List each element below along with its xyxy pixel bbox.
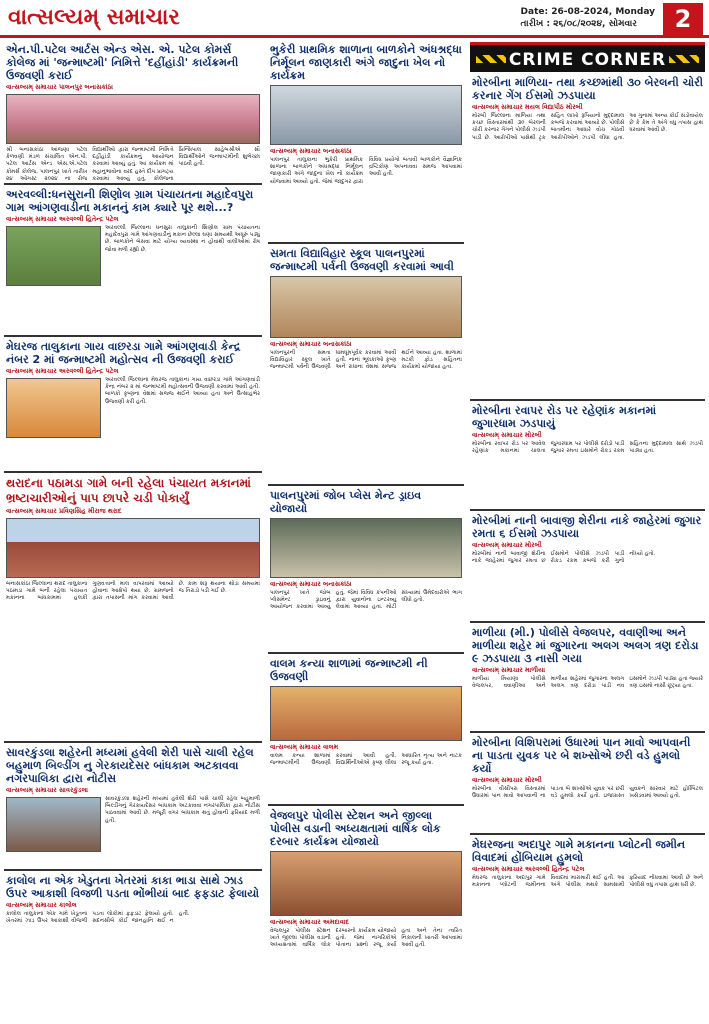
news-story — [4, 873, 262, 1019]
news-story — [4, 42, 262, 185]
story-byline: વાત્સલ્યમ્ સમાચાર બનાસકાંઠા — [270, 580, 352, 588]
story-byline: વાત્સલ્યમ્ સમાચાર બનાસકાંઠા — [270, 340, 352, 348]
newspaper-title: વાત્સલ્યમ્ સમાચાર — [8, 4, 180, 30]
news-story — [470, 403, 705, 511]
story-byline: વાત્સલ્યમ્ સમાચાર કાલોલ — [6, 901, 77, 909]
story-body: મોરબીમાં નાની બાવાજી શેરીના નાકે જાહેરમાં જુગાર રમતા છ ઈસમોને પોલીસે ઝડપી પાડી રોકડ રકમ કબજે કરી ગુનો નોંધ્યો હતો. — [472, 551, 656, 565]
news-story — [4, 339, 262, 473]
story-body: વેજલપુર પોલીસ સ્ટેશન ખાતે જીલ્લા પોલીસ વડાની અધ્યક્ષતામાં વાર્ષિક લોક દરબારનો કાર્યક્રમ યોજાયો હતો. જેમાં નાગરિકોએ પોતાના પ્રશ્નો રજૂ કર્યા હતા અને તેના ત્વરિત નિકાલની ખાતરી આપવામાં આવી હતી. — [270, 928, 462, 949]
story-headline: ભુકેરી પ્રાથમિક શાળાના બાળકોને અંધશ્રદ્ધા નિર્મૂલન જાણકારી અંગે જાદુના ખેલ નો કાર્યક્રમ — [270, 43, 462, 82]
story-byline: વાત્સલ્યમ્ સમાચાર મોરબી — [472, 431, 542, 439]
story-byline: વાત્સલ્યમ્ સમાચાર માળીયા — [472, 666, 546, 674]
story-body: મોરબીના વીસીપરા વિસ્તારમાં ઉધારમાં પાન માવો આપવાની ના પાડતા બે શખ્સોએ યુવક પર છરી વડે હુમલો કર્યો હતો. ઇજાગ્રસ્ત યુવકને સારવાર માટે હોસ્પિટલ ખસેડવામાં આવ્યો હતો. — [472, 786, 703, 800]
story-body: બનાસકાંઠા જિલ્લાના થરાદ તાલુકાના પઠામડા ગામે બની રહેલા પંચાયત મકાનના બાંધકામમાં હલકી ગુણવત્તાનો માલ વાપરવામાં આવ્યો હોવાના આક્ષેપો થયા છે. ગ્રામજનો દ્વારા તપાસની માંગ કરવામાં આવી છે. કામ શરૂ થયાના થોડા સમયમાં જ તિરાડો પડી ગઈ છે. — [6, 581, 260, 602]
story-headline: વાલમ કન્યા શાળામાં જન્માષ્ટમી ની ઉજવણી — [270, 657, 428, 683]
news-story — [268, 246, 464, 486]
story-body: મેઘરજ તાલુકાના અદાપુર ગામે મકાનના પ્લોટની જમીનના વિવાદમાં મારામારી થઈ હતી. આ અંગે પોલીસ મથકે સામસામી ફરિયાદ નોંધવામાં આવી છે અને પોલીસે વધુ તપાસ હાથ ધરી છે. — [472, 875, 703, 889]
story-headline: મોરબીના માળિયા- તથા કચ્છમાંથી ૩૦ બેરલની ચોરી કરનાર ગેંગ ઈસમો ઝડપાયા — [472, 76, 703, 102]
story-body: અરવલ્લી જિલ્લાના મેઘરજ તાલુકાના ગાય વાછરડા ગામે આંગણવાડી કેન્દ્ર નંબર ૨ માં જન્માષ્ટમી મહોત્સવની ઉજવણી કરવામાં આવી હતી. બાળકો કૃષ્ણના વેશમાં સજ્જ થઈને આવ્યા હતા અને ઉત્સાહભેર ઉજવણી કરી હતી. — [105, 377, 260, 405]
story-body: વાલમ કન્યા શાળામાં જન્માષ્ટમીની ઉજવણી કરવામાં આવી હતી. વિદ્યાર્થિનીઓએ કૃષ્ણ લીલા આધારિત નૃત્ય અને નાટક રજૂ કર્યા હતા. — [270, 753, 462, 767]
story-body: માળીયા મિયાણા પોલીસે વેજલપર, વવાણીઆ અને માળીયા શહેરમાં જુગારના અલગ અલગ ત્રણ દરોડા પાડી નવ ઇસમોને ઝડપી પાડ્યા હતા જ્યારે ત્રણ ઇસમો નાસી છૂટ્યા હતા. — [472, 676, 703, 690]
story-byline: વાત્સલ્યમ્ સમાચાર વાલમ — [270, 743, 339, 751]
story-headline: મોરબીના વિશિપરામાં ઉધારમાં પાન માવો આપવાની ના પાડતા યુવક પર બે શખ્સોએ છરી વડે હુમલો કર્યો — [472, 736, 691, 775]
news-story — [4, 745, 262, 871]
story-headline: સાવરકુંડલા શહેરની મધ્યમાં હવેલી શેરી પાસે ચાલી રહેલ બહુમાળ બિલ્ડીંગ નુ ગેરકાયદેસર બાંધકામ અટકાવવા નગરપાલિકા દ્વારા નોટીસ — [6, 746, 254, 785]
story-body: કાલોલ તાલુકાના એક ગામે ખેડૂતના ખેતરમાં ઝાડ ઉપર આકાશી વીજળી પડતા લોકોમાં ફફડાટ ફેલાયો હતો. સદનસીબે કોઈ જાનહાનિ થઈ ન હતી. — [6, 911, 190, 925]
story-body: અરવલ્લી જિલ્લાના ધનસુરા તાલુકાની શિણોલ ગ્રામ પંચાયતના મહાદેવપુરા ગામે આંગણવાડીનું મકાન છેલ્લા ઘણા સમયથી અધૂરું પડ્યું છે. બાળકોને બેસવા માટે યોગ્ય વ્યવસ્થા ન હોવાથી વાલીઓમાં રોષ જોવા મળી રહ્યો છે. — [105, 225, 260, 253]
news-story — [470, 837, 705, 1020]
story-headline: મોરબીમાં નાની બાવાજી શેરીના નાકે જાહેરમાં જુગાર રમતા ૬ ઈસમો ઝડપાયા — [472, 514, 702, 540]
news-story — [268, 42, 464, 244]
news-photo — [270, 686, 462, 741]
news-story — [268, 808, 464, 1020]
story-headline: પાલનપુરમાં જોબ પ્લેસ મેન્ટ ડ્રાઇવ યોજાયો — [270, 489, 422, 515]
news-story — [470, 625, 705, 733]
story-byline: વાત્સલ્યમ્ સમાચાર અરવલ્લી હિતેન્દ્ર પટેલ — [6, 215, 119, 223]
story-body: મોરબીના રવાપર રોડ પર આવેલ રહેણાંક મકાનમાં ચાલતા જુગારધામ પર પોલીસે દરોડો પાડી જુગાર રમતા ઇસમોને રોકડ રકમ સહિતના મુદ્દામાલ સાથે ઝડપી પાડ્યા હતા. — [472, 441, 703, 455]
page-number: 2 — [663, 3, 703, 35]
story-headline: અરવલ્લી:ધનસુરાની શિણોલ ગ્રામ પંચાયતના મહાદેવપુરા ગામ આંગણવાડીના મકાનનું કામ ક્યારે પૂર થશે...? — [6, 188, 254, 214]
date-gujarati: તારીખ : ૨૬/૦૮/૨૦૨૪, સોમવાર — [520, 19, 637, 29]
story-headline: એન.પી.પટેલ આર્ટસ એન્ડ એસ. એ. પટેલ કોમર્સ કોલેજ માં 'જન્માષ્ટમી' નિમિત્તે 'દહીંહાંડી' કાર્યક્રમની ઉજવણી કરાઈ — [6, 43, 239, 82]
news-story — [470, 75, 705, 401]
date-block — [521, 6, 655, 30]
story-body: પાલનપુર તાલુકાના ભુકેરી પ્રાથમિક શાળાના બાળકોને અંધશ્રદ્ધા નિર્મૂલન જાણકારી અંગે જાદુના ખેલ નો કાર્યક્રમ યોજવામાં આવ્યો હતો. જેમાં જાદુગર દ્વારા વિવિધ પ્રયોગો બતાવી બાળકોને વૈજ્ઞાનિક દ્રષ્ટિકોણ અપનાવવા સમજ આપવામાં આવી હતી. — [270, 157, 462, 185]
story-byline: વાત્સલ્યમ્ સમાચાર સાવરકુંડલા — [6, 786, 88, 794]
story-headline: મોરબીના રવાપર રોડ પર રહેણાંક મકાનમાં જુગારધામ ઝડપાયું — [472, 404, 657, 430]
story-headline: માળીયા (મી.) પોલીસે વેજલપર, વવાણીઆ અને માળીયા શહેર માં જુગારના અલગ અલગ ત્રણ દરોડા ૯ ઝડપાયા ૩ નાસી ગયા — [472, 626, 699, 665]
story-byline: વાત્સલ્યમ્ સમાચાર મોરબી — [472, 776, 542, 784]
story-headline: વેજલપુર પોલીસ સ્ટેશન અને જીલ્લા પોલીસ વડાની અધ્યક્ષતામાં વાર્ષિક લોક દરબાર કાર્યક્રમ યોજાયો — [270, 809, 441, 848]
news-photo — [6, 94, 260, 144]
story-body: પાલનપુરની સમતા વિદ્યાવિહાર સ્કૂલ ખાતે જન્માષ્ટમી પર્વની ઉજવણી ધામધૂમપૂર્વક કરવામાં આવી હતી. નાના ભૂલકાઓ કૃષ્ણ અને રાધાના વેશમાં સજ્જ થઈને આવ્યા હતા. શાળામાં મટકી ફોડ સહિતના કાર્યક્રમો યોજાયા હતા. — [270, 350, 462, 371]
news-photo — [6, 518, 260, 578]
news-photo — [6, 226, 101, 286]
masthead — [0, 0, 709, 38]
news-photo — [6, 378, 101, 438]
news-photo — [270, 276, 462, 338]
story-body: મોરબી જિલ્લાના માળિયા તથા કચ્છ વિસ્તારમાંથી ૩૦ બેરલની ચોરી કરનાર ગેંગને પોલીસે ઝડપી પાડી છે. આરોપીઓ પાસેથી ટ્રક સહિત લાખો રૂપિયાનો મુદ્દામાલ કબજે કરવામાં આવ્યો છે. પોલીસે બાતમીના આધારે વોચ ગોઠવી આરોપીઓને ઝડપી લીધા હતા. આ ગુનામાં અન્ય કોઈ સંડોવાયેલ છે કે કેમ તે અંગે વધુ તપાસ હાથ ધરવામાં આવી છે. — [472, 113, 703, 141]
story-byline: વાત્સલ્યમ્ સમાચાર મોરબી — [472, 541, 542, 549]
story-byline: વાત્સલ્યમ્ સમાચાર અરવલ્લી હિતેન્દ્ર પટેલ — [472, 865, 585, 873]
story-byline: વાત્સલ્યમ્ સમાચાર અરવલ્લી હિતેન્દ્ર પટેલ — [6, 367, 119, 375]
story-headline: થરાદના પઠામડા ગામે બની રહેલા પંચાયત મકાનમાં ભ્રષ્ટાચારીઓનું પાપ છાપરે ચડી પોકાર્યું — [6, 476, 251, 505]
news-photo — [270, 851, 462, 916]
crime-corner-banner: CRIME CORNER — [470, 42, 705, 72]
story-byline: વાત્સલ્યમ્ સમાચાર મયલ વિદ્યાપીઠ મોરબી — [472, 103, 583, 111]
story-body: સાવરકુંડલા શહેરની મધ્યમાં હવેલી શેરી પાસે ચાલી રહેલ બહુમાળી બિલ્ડીંગનું ગેરકાયદેસર બાંધકામ અટકાવવા નગરપાલિકા દ્વારા નોટીસ પાઠવવામાં આવી છે. મંજૂરી વગર બાંધકામ થતું હોવાની ફરિયાદ મળી હતી. — [105, 796, 260, 824]
story-byline: વાત્સલ્યમ્ સમાચાર પ્રવિણસિંહ મીરાજ થરાદ — [6, 507, 122, 515]
news-story — [470, 513, 705, 623]
story-headline: કાલોલ ના એક ખેડુતના ખેતરમાં કાકા ભાડા સાથે ઝાડ ઉપર આકાશી વિજળી પડતા ભોંભીયાં બાદ ફફડાટ ફેલાયો — [6, 874, 260, 900]
news-story — [4, 475, 262, 743]
story-headline: મેઘરજના અદાપુર ગામે મકાનના પ્લોટની જમીન વિવાદમાં હોંબિયામ હુમલો — [472, 838, 686, 864]
news-story — [268, 488, 464, 654]
story-headline: સમતા વિદ્યાવિહાર સ્કૂલ પાલનપુરમાં જન્માષ્ટમી પર્વની ઉજવણી કરવામાં આવી — [270, 247, 454, 273]
news-story — [470, 735, 705, 835]
news-story — [4, 187, 262, 337]
news-photo — [270, 85, 462, 145]
news-story — [268, 656, 464, 806]
news-photo — [6, 797, 101, 852]
news-photo — [270, 518, 462, 578]
story-body: પાલનપુર ખાતે જોબ પ્લેસમેન્ટ ડ્રાઇવનું આયોજન કરવામાં આવ્યું હતું. જેમાં વિવિધ કંપનીઓ દ્વારા યુવાનોના ઇન્ટરવ્યુ લેવામાં આવ્યા હતા. મોટી સંખ્યામાં ઉમેદવારોએ ભાગ લીધો હતો. — [270, 590, 462, 611]
story-byline: વાત્સલ્યમ્ સમાચાર પાલનપુર બનાસકાંઠા — [6, 83, 113, 91]
story-headline: મેઘરજ તાલુકાના ગાય વાછરડા ગામે આંગણવાડી કેન્દ્ર નંબર 2 માં જન્માષ્ટમી મહોત્સવ ની ઉજવણી કરાઈ — [6, 340, 241, 366]
story-byline: વાત્સલ્યમ્ સમાચાર બનાસકાંઠા — [270, 147, 352, 155]
story-byline: વાત્સલ્યમ્ સમાચાર અમદાવાદ — [270, 918, 349, 926]
date-english: Date: 26-08-2024, Monday — [520, 7, 655, 17]
story-body: શ્રી બનાસકાંઠા આંજણા પટેલ કેળવણી મંડળ સંચાલિત એન.પી. પટેલ આર્ટસ એન્ડ એસ.એ.પટેલ કોમર્સ કોલેજ, પાલનપુર ખાતે તારીખ ૨૪ ઓગસ્ટ ૨૦૨૪ ના રોજ વિદ્યાર્થીઓ દ્વારા જન્માષ્ટમી નિમિત્તે દહીંહાંડી કાર્યક્રમનું આયોજન કરવામાં આવ્યું હતું. આ કાર્યક્રમ માં મહાનુભાવોના વરદ હસ્તે દીપ પ્રાગટ્ય કરવામાં આવ્યું હતું. કોલેજના પ્રિન્સિપાલ સાહેબશ્રીએ સૌ વિદ્યાર્થીઓને જન્માષ્ટમીની શુભેચ્છા પાઠવી હતી. — [6, 147, 260, 182]
